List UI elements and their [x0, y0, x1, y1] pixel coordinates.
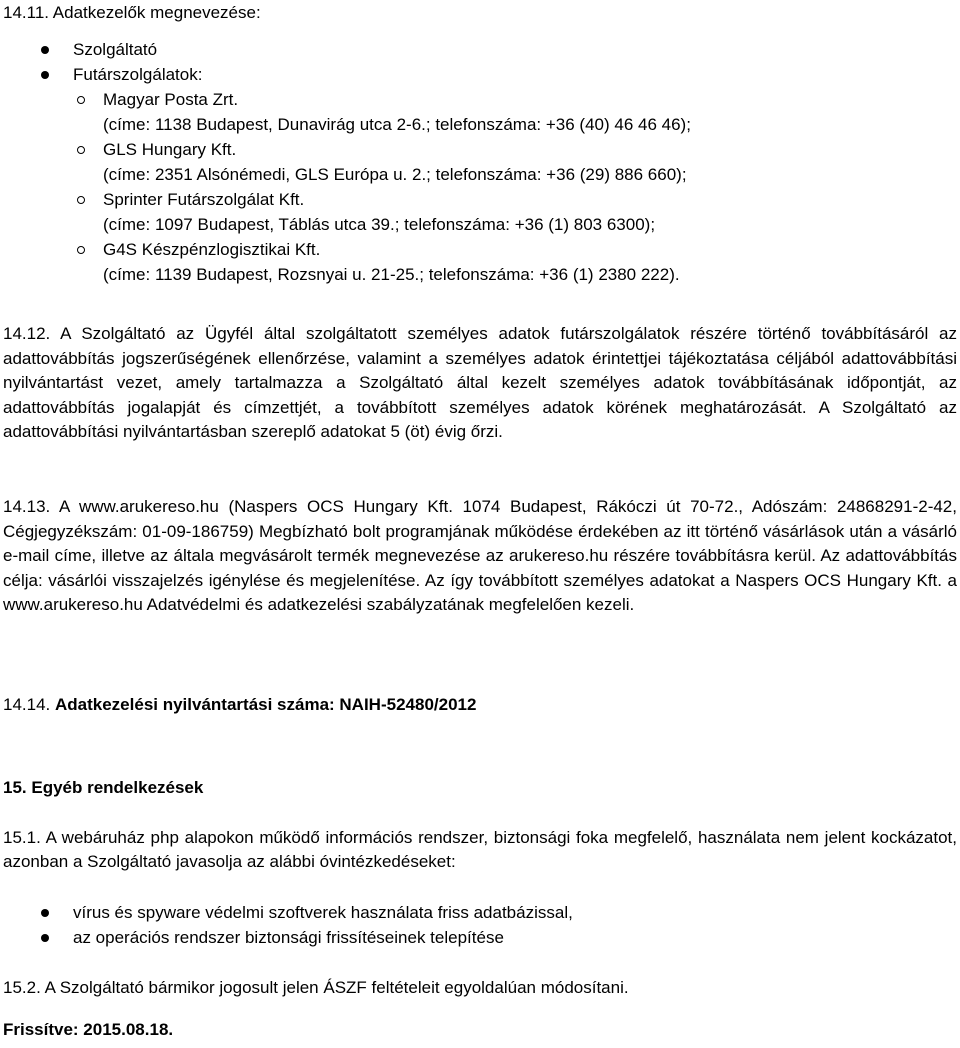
courier-name: Magyar Posta Zrt. [103, 90, 239, 109]
paragraph-14-12: 14.12. A Szolgáltató az Ügyfél által szolgáltatott személyes adatok futárszolgálatok részére történő továbbításáról az adattovábbítás jogszerűségének ellenőrzése, valamint a személyes adatok érintettjei tájékoztatása céljából adattovábbítási nyilvántartást vezet, amely tartalmazza a Szolgáltató által kezelt személyes adatok továbbításának időpontját, az adattovábbítás jogalapját és címzettjét, a továbbított személyes adatok körének meghatározását. A Szolgáltató az adattovábbítási nyilvántartásban szereplő adatokat 5 (öt) évig őrzi. [3, 324, 957, 442]
registration-number: Adatkezelési nyilvántartási száma: NAIH-52480/2012 [55, 695, 477, 714]
courier-detail: (címe: 2351 Alsónémedi, GLS Európa u. 2.; telefonszáma: +36 (29) 886 660); [103, 165, 687, 184]
courier-detail: (címe: 1097 Budapest, Táblás utca 39.; telefonszáma: +36 (1) 803 6300); [103, 215, 656, 234]
list-item: Szolgáltató [73, 40, 158, 59]
section-14-11-title: 14.11. Adatkezelők megnevezése: [3, 3, 261, 22]
bullet-ring [77, 196, 85, 204]
paragraph-15-1: 15.1. A webáruház php alapokon működő információs rendszer, biztonsági foka megfelelő, használata nem jelent kockázatot, azonban a Szolgáltató javasolja az alábbi óvintézkedéseket: [3, 828, 957, 871]
courier-name: GLS Hungary Kft. [103, 140, 237, 159]
list-item: vírus és spyware védelmi szoftverek használata friss adatbázissal, [73, 903, 573, 922]
bullet-dot [41, 934, 49, 942]
section-15-title: 15. Egyéb rendelkezések [3, 778, 204, 797]
courier-name: G4S Készpénzlogisztikai Kft. [103, 240, 321, 259]
paragraph-14-14 [3, 693, 476, 717]
bullet-dot [41, 46, 49, 54]
list-item: az operációs rendszer biztonsági frissítéseinek telepítése [73, 928, 504, 947]
updated-date: Frissítve: 2015.08.18. [3, 1020, 174, 1039]
courier-detail: (címe: 1139 Budapest, Rozsnyai u. 21-25.; telefonszáma: +36 (1) 2380 222). [103, 265, 680, 284]
paragraph-14-13: 14.13. A www.arukereso.hu (Naspers OCS Hungary Kft. 1074 Budapest, Rákóczi út 70-72., Adószám: 24868291-2-42, Cégjegyzékszám: 01-09-186759) Megbízható bolt programjának működése érdekében az itt történő vásárlások után a vásárló e-mail címe, illetve az általa megvásárolt termék megnevezése az arukereso.hu részére továbbításra kerül. Az adattovábbítás célja: vásárlói visszajelzés igénylése és megjelenítése. Az így továbbított személyes adatokat a Naspers OCS Hungary Kft. a www.arukereso.hu Adatvédelmi és adatkezelési szabályzatának megfelelően kezeli. [3, 497, 957, 615]
bullet-dot [41, 71, 49, 79]
courier-name: Sprinter Futárszolgálat Kft. [103, 190, 305, 209]
bullet-ring [77, 96, 85, 104]
bullet-ring [77, 246, 85, 254]
paragraph-15-2: 15.2. A Szolgáltató bármikor jogosult jelen ÁSZF feltételeit egyoldalúan módosítani. [3, 978, 629, 997]
bullet-dot [41, 909, 49, 917]
section-number: 14.14. [3, 695, 51, 714]
bullet-ring [77, 146, 85, 154]
courier-detail: (címe: 1138 Budapest, Dunavirág utca 2-6.; telefonszáma: +36 (40) 46 46 46); [103, 115, 691, 134]
list-item: Futárszolgálatok: [73, 65, 203, 84]
